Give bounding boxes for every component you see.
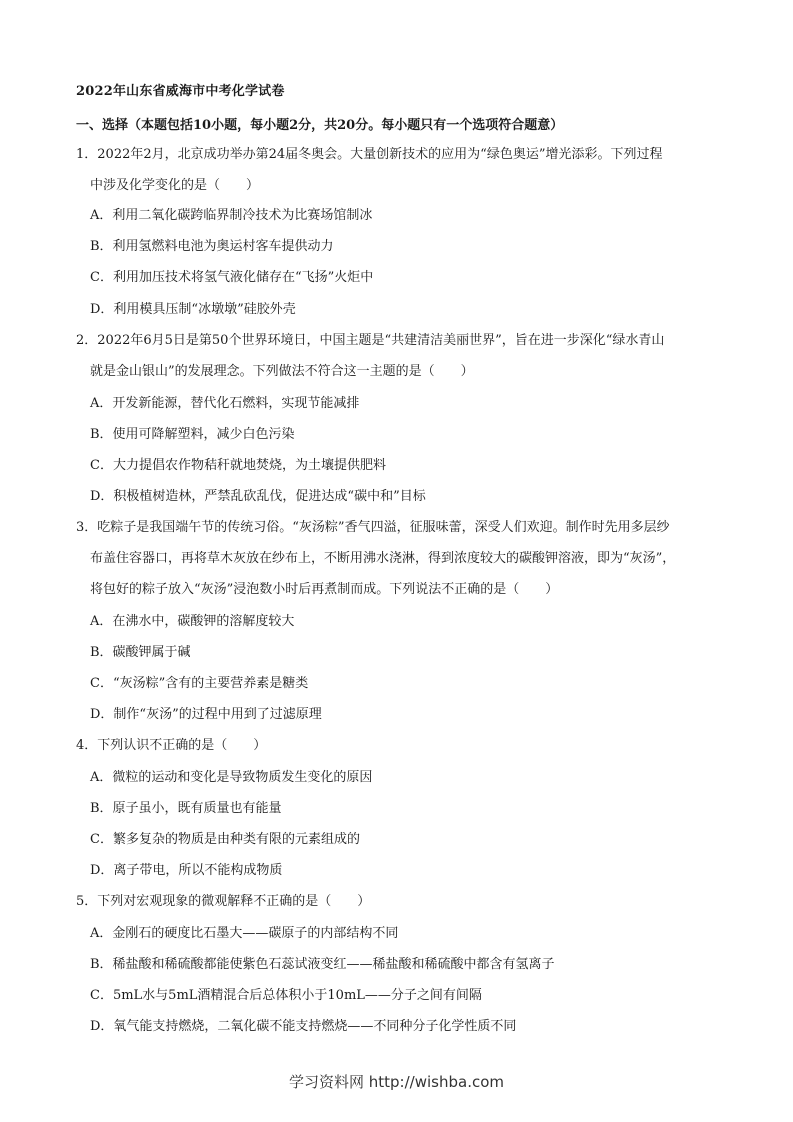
question-4-option-b: B．原子虽小，既有质量也有能量: [90, 801, 282, 816]
question-1-option-c: C．利用加压技术将氢气液化储存在“飞扬”火炬中: [90, 270, 374, 285]
question-2-stem-line-1: 2．2022年6月5日是第50个世界环境日，中国主题是“共建清洁美丽世界”，旨在进一步深化“绿水青山: [76, 333, 665, 348]
question-5-option-d: D．氧气能支持燃烧，二氧化碳不能支持燃烧——不同种分子化学性质不同: [90, 1019, 517, 1034]
question-2-stem-line-2: 就是金山银山”的发展理念。下列做法不符合这一主题的是（ ）: [90, 364, 474, 379]
question-2-option-a: A．开发新能源，替代化石燃料，实现节能减排: [90, 396, 360, 411]
section-heading: 一、选择（本题包括10小题，每小题2分，共20分。每小题只有一个选项符合题意）: [76, 118, 564, 133]
question-4-option-d: D．离子带电，所以不能构成物质: [90, 863, 283, 878]
question-3-stem-line-2: 布盖住容器口，再将草木灰放在纱布上，不断用沸水浇淋，得到浓度较大的碳酸钾溶液，即为“灰汤”，: [90, 551, 676, 566]
question-3-option-b: B．碳酸钾属于碱: [90, 645, 191, 660]
question-3-stem-line-3: 将包好的粽子放入“灰汤”浸泡数小时后再煮制而成。下列说法不正确的是（ ）: [90, 582, 559, 597]
question-5-option-a: A．金刚石的硬度比石墨大——碳原子的内部结构不同: [90, 926, 399, 941]
question-3-stem-line-1: 3．吃粽子是我国端午节的传统习俗。“灰汤粽”香气四溢，征服味蕾，深受人们欢迎。制作时先用多层纱: [76, 520, 670, 535]
exam-title: 2022年山东省威海市中考化学试卷: [76, 84, 285, 99]
question-4-option-c: C．繁多复杂的物质是由种类有限的元素组成的: [90, 832, 360, 847]
page-footer-watermark: 学习资料网 http://wishba.com: [289, 1073, 504, 1091]
question-3-option-d: D．制作“灰汤”的过程中用到了过滤原理: [90, 707, 322, 722]
question-5-stem-line-1: 5．下列对宏观现象的微观解释不正确的是（ ）: [76, 894, 371, 909]
question-1-option-b: B．利用氢燃料电池为奥运村客车提供动力: [90, 239, 334, 254]
question-5-option-b: B．稀盐酸和稀硫酸都能使紫色石蕊试液变红——稀盐酸和稀硫酸中都含有氢离子: [90, 957, 555, 972]
question-2-option-b: B．使用可降解塑料，减少白色污染: [90, 427, 295, 442]
question-4-option-a: A．微粒的运动和变化是导致物质发生变化的原因: [90, 770, 373, 785]
question-3-option-a: A．在沸水中，碳酸钾的溶解度较大: [90, 614, 295, 629]
question-1-option-d: D．利用模具压制“冰墩墩”硅胶外壳: [90, 302, 296, 317]
question-1-option-a: A．利用二氧化碳跨临界制冷技术为比赛场馆制冰: [90, 208, 373, 223]
question-1-stem-line-1: 1．2022年2月，北京成功举办第24届冬奥会。大量创新技术的应用为“绿色奥运”增光添彩。下列过程: [76, 147, 663, 162]
question-3-option-c: C．“灰汤粽”含有的主要营养素是糖类: [90, 676, 309, 691]
question-5-option-c: C．5mL水与5mL酒精混合后总体积小于10mL——分子之间有间隔: [90, 988, 482, 1003]
question-1-stem-line-2: 中涉及化学变化的是（ ）: [90, 178, 260, 193]
question-2-option-d: D．积极植树造林，严禁乱砍乱伐，促进达成“碳中和”目标: [90, 489, 426, 504]
question-2-option-c: C．大力提倡农作物秸秆就地焚烧，为土壤提供肥料: [90, 458, 386, 473]
question-4-stem-line-1: 4．下列认识不正确的是（ ）: [76, 738, 267, 753]
